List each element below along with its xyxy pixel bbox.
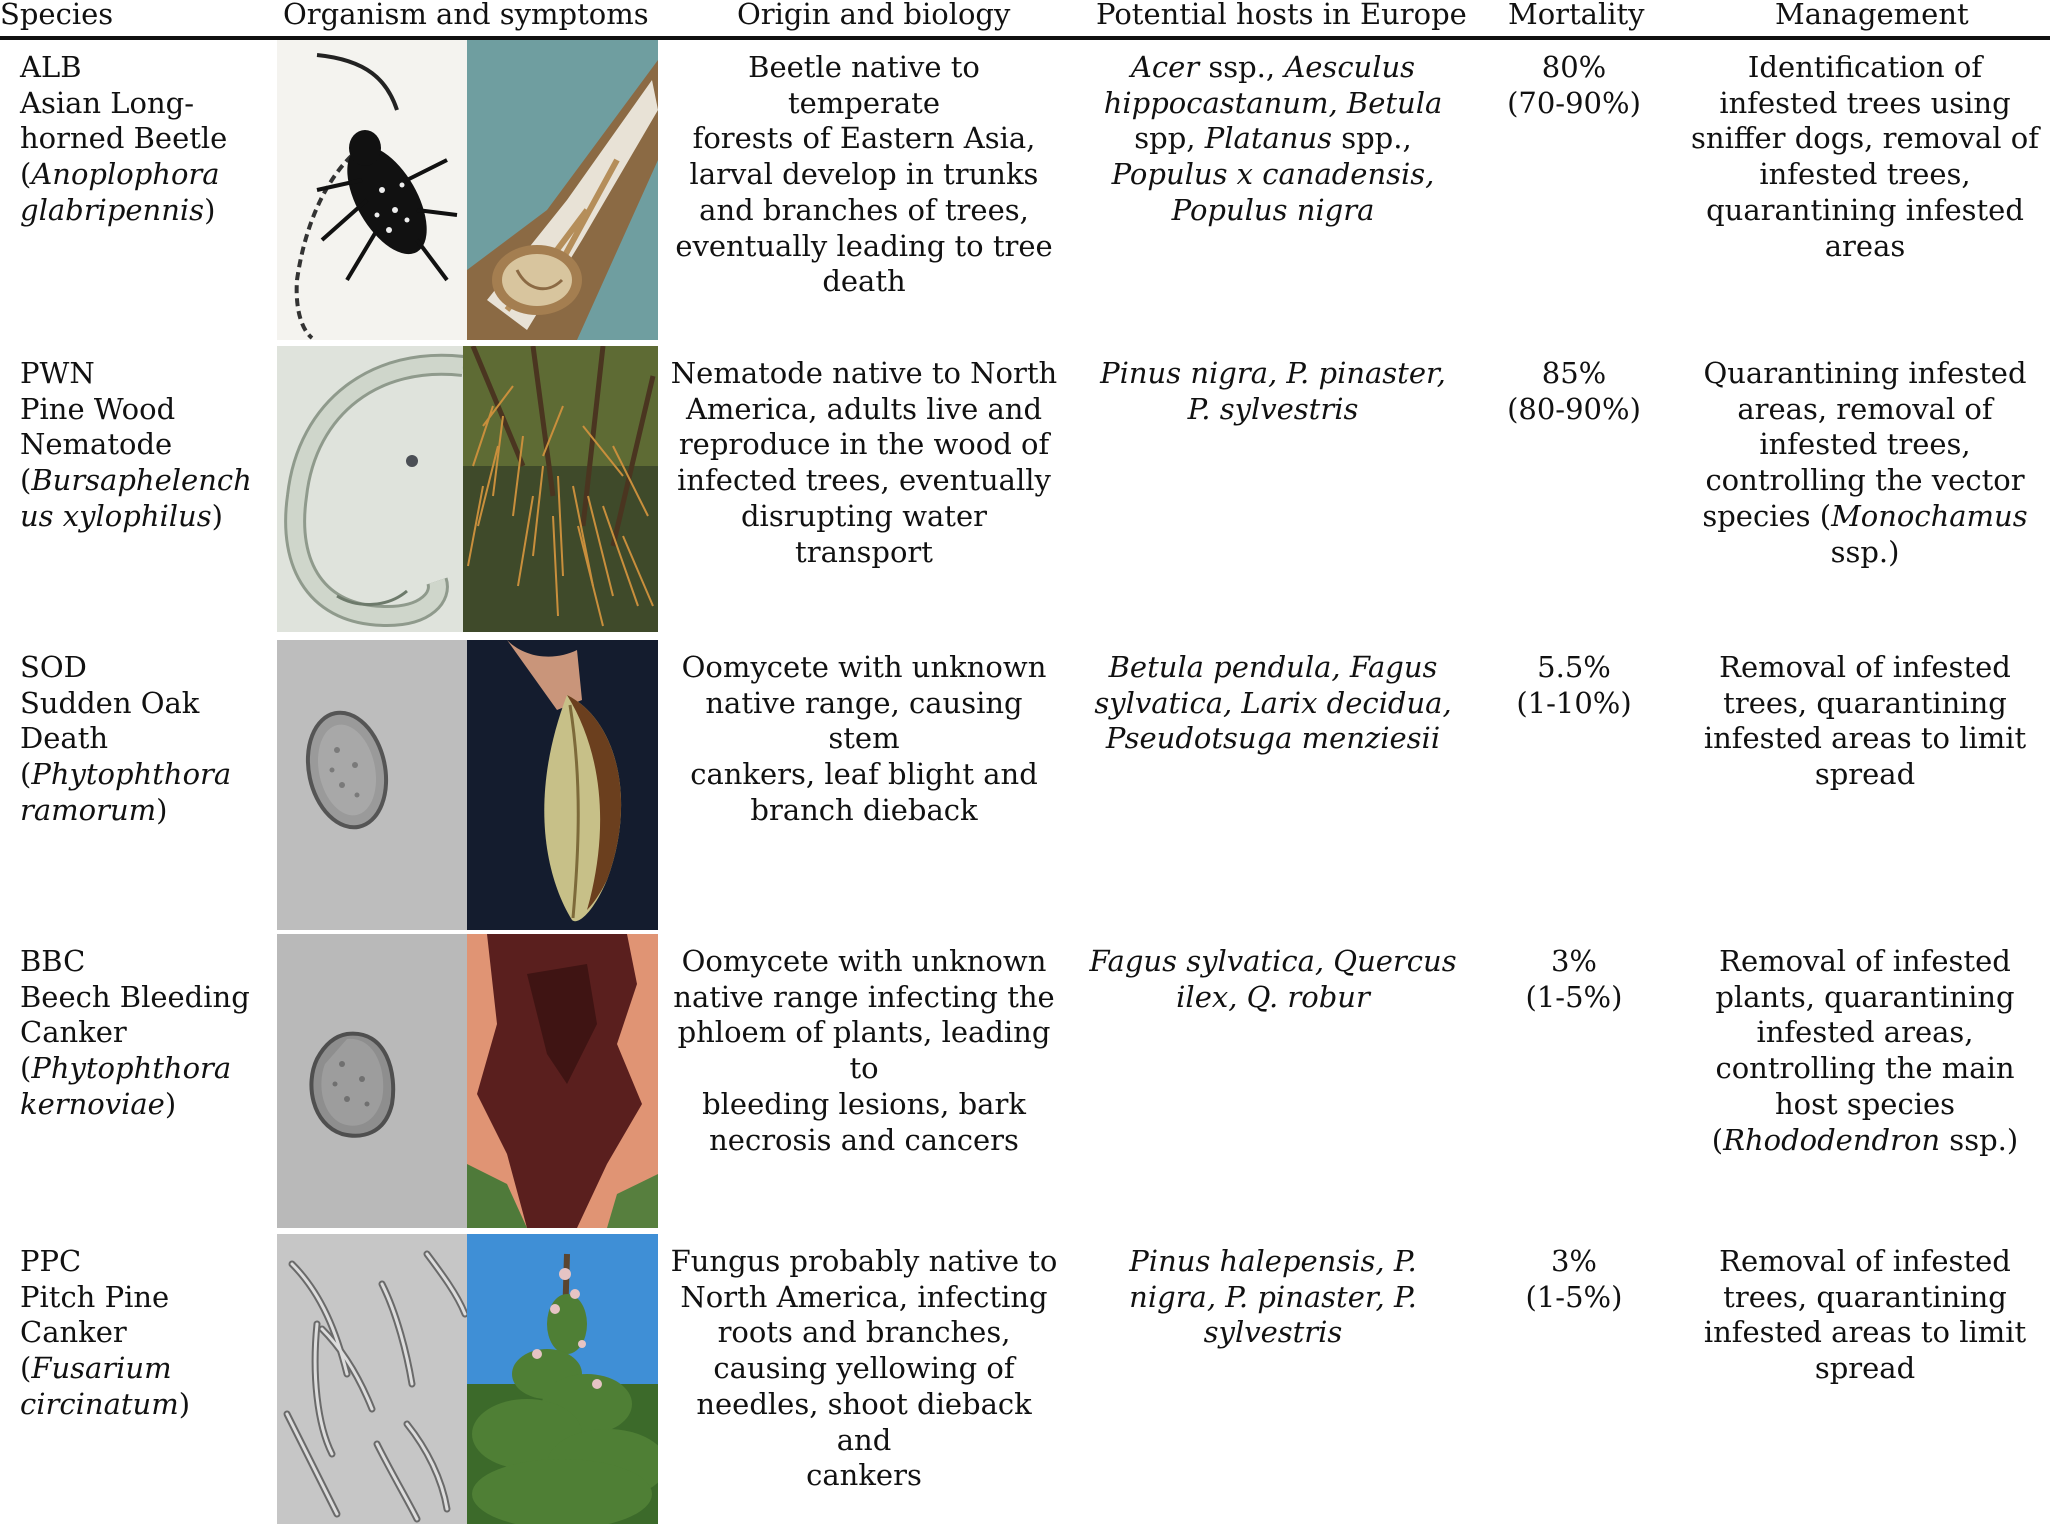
beetle-image (277, 40, 467, 340)
species-latin: circinatum (20, 1386, 179, 1421)
mortality-range: (1-5%) (1525, 1279, 1623, 1314)
table-header (0, 0, 2050, 38)
nematode-image (277, 346, 463, 632)
mortality-range: (70-90%) (1507, 85, 1641, 120)
species-cell: BBC Beech Bleeding Canker (Phytophthora kernoviae) (20, 944, 260, 1123)
mortality-range: (80-90%) (1507, 391, 1641, 426)
origin-cell: Beetle native to temperate forests of Eastern Asia, larval develop in trunks and branches of trees, eventually leading to tree death (675, 50, 1053, 299)
wilting-pine-image (463, 346, 658, 632)
species-latin: kernoviae (20, 1086, 165, 1121)
spores-image (277, 1234, 467, 1524)
species-latin: Fusarium (31, 1351, 172, 1386)
hosts-cell: Betula pendula, Fagus sylvatica, Larix decidua, Pseudotsuga menziesii (1094, 650, 1452, 756)
header-origin: Origin and biology (737, 0, 1011, 31)
species-cell: PWN Pine Wood Nematode (Bursaphelench us xylophilus) (20, 356, 260, 535)
species-code: BBC (20, 944, 86, 978)
species-name: Beech Bleeding (20, 979, 250, 1014)
species-latin: ramorum (20, 792, 157, 827)
pine-canker-image (467, 1234, 658, 1524)
origin-cell: Oomycete with unknown native range infecting the phloem of plants, leading to bleeding lesions, bark necrosis and cancers (673, 944, 1055, 1157)
species-name: Canker (20, 1015, 127, 1050)
table-row (0, 40, 2050, 340)
mortality-value: 85% (1541, 356, 1607, 390)
species-latin: us xylophilus (20, 498, 212, 533)
origin-cell: Fungus probably native to North America, infecting roots and branches, causing yellowing of needles, shoot dieback and cankers (670, 1244, 1058, 1493)
mortality-range: (1-5%) (1525, 979, 1623, 1014)
leaf-blight-image (467, 640, 658, 930)
bleeding-lesion-image (467, 934, 658, 1228)
origin-cell: Oomycete with unknown native range, causing stem cankers, leaf blight and branch dieback (681, 650, 1047, 827)
header-mortality: Mortality (1508, 0, 1645, 31)
species-latin: Bursaphelench (31, 463, 252, 498)
header-hosts: Potential hosts in Europe (1096, 0, 1467, 31)
management-cell: Quarantining infested areas, removal of infested trees, controlling the vector species (Monochamus ssp.) (1702, 356, 2028, 569)
management-cell: Removal of infested trees, quarantining infested areas to limit spread (1703, 650, 2027, 792)
hosts-cell: Pinus halepensis, P. nigra, P. pinaster, P. sylvestris (1129, 1244, 1417, 1350)
species-name: Asian Long- (20, 85, 195, 120)
mortality-cell (1480, 650, 1668, 721)
species-code: PWN (20, 356, 95, 390)
species-cell: SOD Sudden Oak Death (Phytophthora ramorum) (20, 650, 260, 829)
mortality-value: 5.5% (1537, 650, 1611, 684)
management-cell: Removal of infested plants, quarantining infested areas, controlling the main host species (Rhododendron ssp.) (1711, 944, 2019, 1157)
species-latin: Phytophthora (31, 757, 232, 792)
table-row (0, 640, 2050, 932)
species-name: Pitch Pine (20, 1279, 170, 1314)
mortality-cell (1480, 1244, 1668, 1315)
mortality-range: (1-10%) (1516, 685, 1632, 720)
species-cell: ALB Asian Long- horned Beetle (Anoplophora glabripennis) (20, 50, 260, 229)
sporangium-image (277, 640, 467, 930)
mortality-cell (1480, 50, 1668, 121)
species-latin: Phytophthora (31, 1051, 232, 1086)
table-row (0, 934, 2050, 1230)
management-cell: Identification of infested trees using sniffer dogs, removal of infested trees, quarantining infested areas (1691, 50, 2039, 263)
species-name: Nematode (20, 427, 173, 462)
header-organism: Organism and symptoms (283, 0, 649, 31)
species-name: Sudden Oak (20, 685, 200, 720)
species-cell: PPC Pitch Pine Canker (Fusarium circinatum) (20, 1244, 260, 1423)
species-name: Pine Wood (20, 391, 176, 426)
species-latin: Anoplophora (31, 157, 220, 192)
species-name: Death (20, 721, 109, 756)
table-row (0, 1234, 2050, 1526)
mortality-cell (1480, 356, 1668, 427)
wood-gallery-image (467, 40, 658, 340)
species-code: ALB (20, 50, 82, 84)
mortality-value: 3% (1550, 1244, 1597, 1278)
management-cell: Removal of infested trees, quarantining infested areas to limit spread (1703, 1244, 2027, 1386)
species-code: SOD (20, 650, 87, 684)
table-row (0, 346, 2050, 634)
header-management: Management (1775, 0, 1969, 31)
mortality-cell (1480, 944, 1668, 1015)
hosts-cell: Acer ssp., Aesculus hippocastanum, Betula spp, Platanus spp., Populus x canadensis, Populus nigra (1103, 50, 1443, 227)
hosts-cell: Fagus sylvatica, Quercus ilex, Q. robur (1089, 944, 1457, 1014)
species-name: horned Beetle (20, 121, 228, 156)
species-name: Canker (20, 1315, 127, 1350)
mortality-value: 3% (1550, 944, 1597, 978)
hosts-cell: Pinus nigra, P. pinaster, P. sylvestris (1100, 356, 1446, 426)
origin-cell: Nematode native to North America, adults live and reproduce in the wood of infected trees, eventually disrupting water transport (670, 356, 1058, 569)
mortality-value: 80% (1541, 50, 1607, 84)
species-latin: glabripennis (20, 192, 205, 227)
header-species: Species (0, 0, 114, 31)
sporangium-image (277, 934, 467, 1228)
species-code: PPC (20, 1244, 82, 1278)
